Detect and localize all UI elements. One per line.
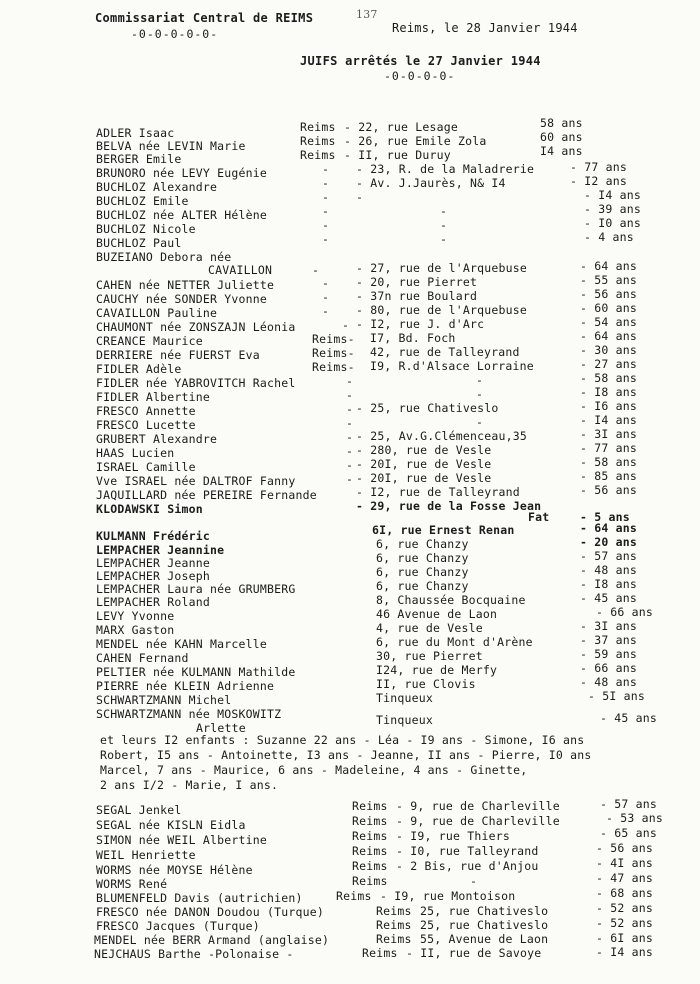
- person-address: - 23, R. de la Maladrerie: [356, 162, 535, 176]
- person-address: -: [440, 218, 448, 232]
- person-address: 6, rue du Mont d'Arène: [376, 635, 533, 649]
- person-name: LEMPACHER Laura née GRUMBERG: [96, 582, 296, 596]
- person-address: - 25, Av.G.Clémenceau,35: [356, 429, 527, 443]
- person-address: 6, rue Chanzy: [376, 579, 469, 593]
- person-age: 58 ans: [540, 116, 583, 130]
- person-address: - 27, rue de l'Arquebuse: [356, 261, 527, 275]
- person-age: - 56 ans: [596, 841, 653, 855]
- person-name: CREANCE Maurice: [96, 334, 203, 348]
- person-city: -: [322, 204, 330, 218]
- person-city: Reims: [376, 904, 412, 918]
- person-name: BERGER Emile: [96, 152, 182, 166]
- person-address: Tinqueux: [376, 691, 433, 705]
- person-name: LEMPACHER Roland: [96, 595, 210, 609]
- person-city: Reims: [300, 134, 336, 148]
- person-age: - 65 ans: [600, 826, 657, 840]
- person-address: - 280, rue de Vesle: [356, 443, 492, 457]
- person-age: - I8 ans: [580, 577, 637, 591]
- person-city: -: [322, 190, 330, 204]
- person-age: - 20 ans: [580, 535, 637, 549]
- children-line: 2 ans I/2 - Marie, I ans.: [100, 778, 279, 792]
- person-name: BUCHLOZ Alexandre: [96, 180, 218, 194]
- person-age: - 3I ans: [580, 619, 637, 633]
- person-name: CAHEN Fernand: [96, 651, 189, 665]
- person-address: -: [440, 204, 448, 218]
- person-address: - 20, rue Pierret: [356, 275, 478, 289]
- person-address: 46 Avenue de Laon: [376, 607, 498, 621]
- person-address: - II, rue Duruy: [344, 148, 451, 162]
- person-name: FRESCO Jacques (Turque): [96, 919, 260, 933]
- person-address: - 22, rue Lesage: [344, 120, 458, 134]
- person-name: BUCHLOZ Nicole: [96, 222, 196, 236]
- person-age: - 37 ans: [580, 633, 637, 647]
- person-city: -: [322, 276, 330, 290]
- person-age: - 57 ans: [580, 549, 637, 563]
- person-name: JAQUILLARD née PEREIRE Fernande: [96, 488, 317, 502]
- title-underline: -0-0-0-0-: [384, 69, 456, 83]
- person-name: FRESCO Lucette: [96, 418, 196, 432]
- person-age: - I0 ans: [584, 216, 641, 230]
- person-city: Reims: [352, 799, 388, 813]
- person-address: -: [440, 232, 448, 246]
- person-address: - 37n rue Boulard: [356, 289, 478, 303]
- person-address: - I9, rue Montoison: [380, 889, 516, 903]
- person-address: 6, rue Chanzy: [376, 565, 469, 579]
- person-name: KULMANN Frédéric: [96, 529, 210, 543]
- person-age: 60 ans: [540, 130, 583, 144]
- person-city: Reims-: [312, 346, 355, 360]
- person-age: - 30 ans: [580, 343, 637, 357]
- person-age: - I4 ans: [584, 188, 641, 202]
- person-city: Reims: [300, 120, 336, 134]
- person-age: - I4 ans: [580, 413, 637, 427]
- person-city: Reims: [376, 918, 412, 932]
- person-name: BLUMENFELD Davis (autrichien): [96, 891, 303, 905]
- person-address: -: [476, 373, 484, 387]
- person-age: - 64 ans: [580, 259, 637, 273]
- person-city: Reims: [352, 814, 388, 828]
- person-address: I24, rue de Merfy: [376, 663, 498, 677]
- person-name: Arlette: [196, 721, 246, 735]
- person-city: -: [322, 218, 330, 232]
- person-city: -: [346, 444, 354, 458]
- person-age: - 77 ans: [580, 441, 637, 455]
- person-name: BUZEIANO Debora née: [96, 250, 232, 264]
- person-city: -: [322, 304, 330, 318]
- page-number: 137: [356, 8, 378, 21]
- person-city: Reims: [352, 859, 388, 873]
- person-name: WORMS René: [96, 877, 168, 891]
- person-city: Reims: [300, 148, 336, 162]
- person-name: LEMPACHER Jeannine: [96, 543, 225, 557]
- person-address: II, rue Clovis: [376, 677, 476, 691]
- person-address: - I2, rue de Talleyrand: [356, 485, 520, 499]
- children-line: et leurs I2 enfants : Suzanne 22 ans - Léa - I9 ans - Simone, I6 ans: [100, 733, 585, 747]
- person-address: - II, rue de Savoye: [406, 946, 542, 960]
- person-address: - 29, rue de la Fosse Jean: [356, 499, 542, 513]
- person-age: - 47 ans: [596, 871, 653, 885]
- person-address: 6, rue Chanzy: [376, 551, 469, 565]
- person-name: BRUNORO née LEVY Eugénie: [96, 166, 267, 180]
- person-age: - 85 ans: [580, 469, 637, 483]
- person-city: -: [346, 402, 354, 416]
- person-age: - 4 ans: [584, 230, 634, 244]
- person-address: - 25, rue Chativeslo: [356, 401, 499, 415]
- person-city: Reims: [376, 932, 412, 946]
- person-city: -: [322, 232, 330, 246]
- person-age: - 54 ans: [580, 315, 637, 329]
- person-city: -: [346, 416, 354, 430]
- children-line: Marcel, 7 ans - Maurice, 6 ans - Madeleine, 4 ans - Ginette,: [100, 763, 528, 777]
- person-address: Tinqueux: [376, 713, 433, 727]
- list-title: JUIFS arrêtés le 27 Janvier 1944: [300, 54, 541, 68]
- person-age: - 27 ans: [580, 357, 637, 371]
- person-name: BUCHLOZ Emile: [96, 194, 189, 208]
- person-name: FIDLER Adèle: [96, 362, 182, 376]
- person-address: 25, rue Chativeslo: [420, 918, 549, 932]
- person-name: BUCHLOZ Paul: [96, 236, 182, 250]
- person-name: ISRAEL Camille: [96, 460, 196, 474]
- person-name: SCHWARTZMANN Michel: [96, 693, 232, 707]
- person-name: GRUBERT Alexandre: [96, 432, 218, 446]
- person-age: - 59 ans: [580, 647, 637, 661]
- person-name: CAUCHY née SONDER Yvonne: [96, 292, 267, 306]
- person-name: MARX Gaston: [96, 623, 175, 637]
- person-name: SEGAL née KISLN Eidla: [96, 818, 246, 832]
- person-name: LEMPACHER Jeanne: [96, 556, 210, 570]
- person-city: Reims-: [312, 360, 355, 374]
- person-name: CAVAILLON Pauline: [96, 306, 218, 320]
- person-city: -: [346, 374, 354, 388]
- person-address: 30, rue Pierret: [376, 649, 483, 663]
- person-address: 6I, rue Ernest Renan: [372, 523, 515, 537]
- person-age: - I8 ans: [580, 385, 637, 399]
- office-heading: Commissariat Central de REIMS: [95, 11, 314, 25]
- person-name: MENDEL née KAHN Marcelle: [96, 637, 267, 651]
- person-age: - 45 ans: [580, 591, 637, 605]
- person-name: LEMPACHER Joseph: [96, 569, 210, 583]
- person-age: - 4I ans: [596, 856, 653, 870]
- person-name: FIDLER née YABROVITCH Rachel: [96, 376, 296, 390]
- person-age: - 52 ans: [596, 901, 653, 915]
- person-name: PIERRE née KLEIN Adrienne: [96, 679, 275, 693]
- office-underline: -0-0-0-0-0-: [131, 27, 219, 41]
- person-name: MENDEL née BERR Armand (anglaise): [94, 933, 330, 947]
- person-age: - 6I ans: [596, 931, 653, 945]
- person-address: - I2, rue J. d'Arc: [356, 317, 485, 331]
- person-name: ADLER Isaac: [96, 126, 175, 140]
- person-address: - 26, rue Emile Zola: [344, 134, 487, 148]
- person-city: -: [346, 388, 354, 402]
- person-address: 8, Chaussée Bocquaine: [376, 593, 526, 607]
- person-name: SIMON née WEIL Albertine: [96, 833, 267, 847]
- person-address: -: [476, 387, 484, 401]
- person-address: - I9, rue Thiers: [396, 829, 510, 843]
- person-age: - 68 ans: [596, 886, 653, 900]
- person-city: -: [312, 263, 320, 277]
- person-age: - 3I ans: [580, 427, 637, 441]
- person-name: LEVY Yvonne: [96, 609, 175, 623]
- person-address: Fat: [528, 510, 550, 524]
- person-age: - 66 ans: [580, 661, 637, 675]
- person-name: CHAUMONT née ZONSZAJN Léonia: [96, 320, 296, 334]
- person-age: I4 ans: [540, 144, 583, 158]
- person-age: - 66 ans: [596, 605, 653, 619]
- person-name: FRESCO Annette: [96, 404, 196, 418]
- person-address: - 9, rue de Charleville: [396, 799, 560, 813]
- person-age: - I2 ans: [570, 174, 627, 188]
- person-name: FIDLER Albertine: [96, 390, 210, 404]
- person-address: - 9, rue de Charleville: [396, 814, 560, 828]
- person-age: - 56 ans: [580, 483, 637, 497]
- person-name: CAHEN née NETTER Juliette: [96, 278, 275, 292]
- person-address: -: [476, 415, 484, 429]
- person-age: - 57 ans: [600, 797, 657, 811]
- person-age: - I4 ans: [596, 945, 653, 959]
- person-name: DERRIERE née FUERST Eva: [96, 348, 260, 362]
- person-name: SEGAL Jenkel: [96, 803, 182, 817]
- person-age: - 56 ans: [580, 287, 637, 301]
- person-city: -: [342, 318, 350, 332]
- person-age: - 39 ans: [584, 202, 641, 216]
- person-city: -: [322, 176, 330, 190]
- person-city: Reims: [352, 874, 388, 888]
- person-address: - 80, rue de l'Arquebuse: [356, 303, 527, 317]
- person-age: - 5 ans: [580, 510, 630, 524]
- person-age: - 64 ans: [580, 329, 637, 343]
- person-name: FRESCO née DANON Doudou (Turque): [96, 905, 324, 919]
- person-address: 55, Avenue de Laon: [420, 932, 549, 946]
- children-line: Robert, I5 ans - Antoinette, I3 ans - Jeanne, II ans - Pierre, I0 ans: [100, 748, 592, 762]
- person-address: -: [470, 874, 478, 888]
- person-city: Reims: [362, 946, 398, 960]
- person-address: - 20I, rue de Vesle: [356, 457, 492, 471]
- person-age: - 48 ans: [580, 675, 637, 689]
- person-city: -: [346, 430, 354, 444]
- person-address: - 20I, rue de Vesle: [356, 471, 492, 485]
- person-age: - 55 ans: [580, 273, 637, 287]
- person-address: - Av. J.Jaurès, N& I4: [356, 176, 506, 190]
- person-name: BUCHLOZ née ALTER Hélène: [96, 208, 267, 222]
- person-address: 25, rue Chativeslo: [420, 904, 549, 918]
- person-city: Reims-: [312, 332, 355, 346]
- person-address: 4, rue de Vesle: [376, 621, 483, 635]
- person-age: - 58 ans: [580, 371, 637, 385]
- person-address: 42, rue de Talleyrand: [370, 345, 520, 359]
- person-city: -: [346, 472, 354, 486]
- person-name: WORMS née MOYSE Hélène: [96, 863, 253, 877]
- person-age: - 58 ans: [580, 455, 637, 469]
- person-age: - 64 ans: [580, 521, 637, 535]
- person-name: KLODAWSKI Simon: [96, 502, 203, 516]
- person-city: Reims: [336, 889, 372, 903]
- person-age: - 5I ans: [588, 689, 645, 703]
- person-address: -: [356, 190, 364, 204]
- person-city: Reims: [352, 844, 388, 858]
- person-address: I7, Bd. Foch: [370, 331, 456, 345]
- person-name: WEIL Henriette: [96, 848, 196, 862]
- person-city: -: [322, 162, 330, 176]
- person-age: - 52 ans: [596, 916, 653, 930]
- person-name: CAVAILLON: [208, 263, 273, 277]
- person-address: - 2 Bis, rue d'Anjou: [396, 859, 539, 873]
- person-age: - 45 ans: [600, 711, 657, 725]
- person-age: - 48 ans: [580, 563, 637, 577]
- person-name: NEJCHAUS Barthe -Polonaise -: [94, 947, 294, 961]
- person-name: BELVA née LEVIN Marie: [96, 139, 246, 153]
- person-address: 6, rue Chanzy: [376, 537, 469, 551]
- person-age: - 60 ans: [580, 301, 637, 315]
- person-city: -: [322, 290, 330, 304]
- place-date: Reims, le 28 Janvier 1944: [392, 21, 578, 35]
- person-name: PELTIER née KULMANN Mathilde: [96, 665, 296, 679]
- person-city: Reims: [352, 829, 388, 843]
- person-name: SCHWARTZMANN née MOSKOWITZ: [96, 707, 282, 721]
- person-age: - 53 ans: [606, 811, 663, 825]
- person-age: - 77 ans: [570, 160, 627, 174]
- person-address: - I0, rue Talleyrand: [396, 844, 539, 858]
- person-age: - I6 ans: [580, 399, 637, 413]
- person-name: Vve ISRAEL née DALTROF Fanny: [96, 474, 296, 488]
- person-address: I9, R.d'Alsace Lorraine: [370, 359, 534, 373]
- person-city: -: [346, 458, 354, 472]
- person-name: HAAS Lucien: [96, 446, 175, 460]
